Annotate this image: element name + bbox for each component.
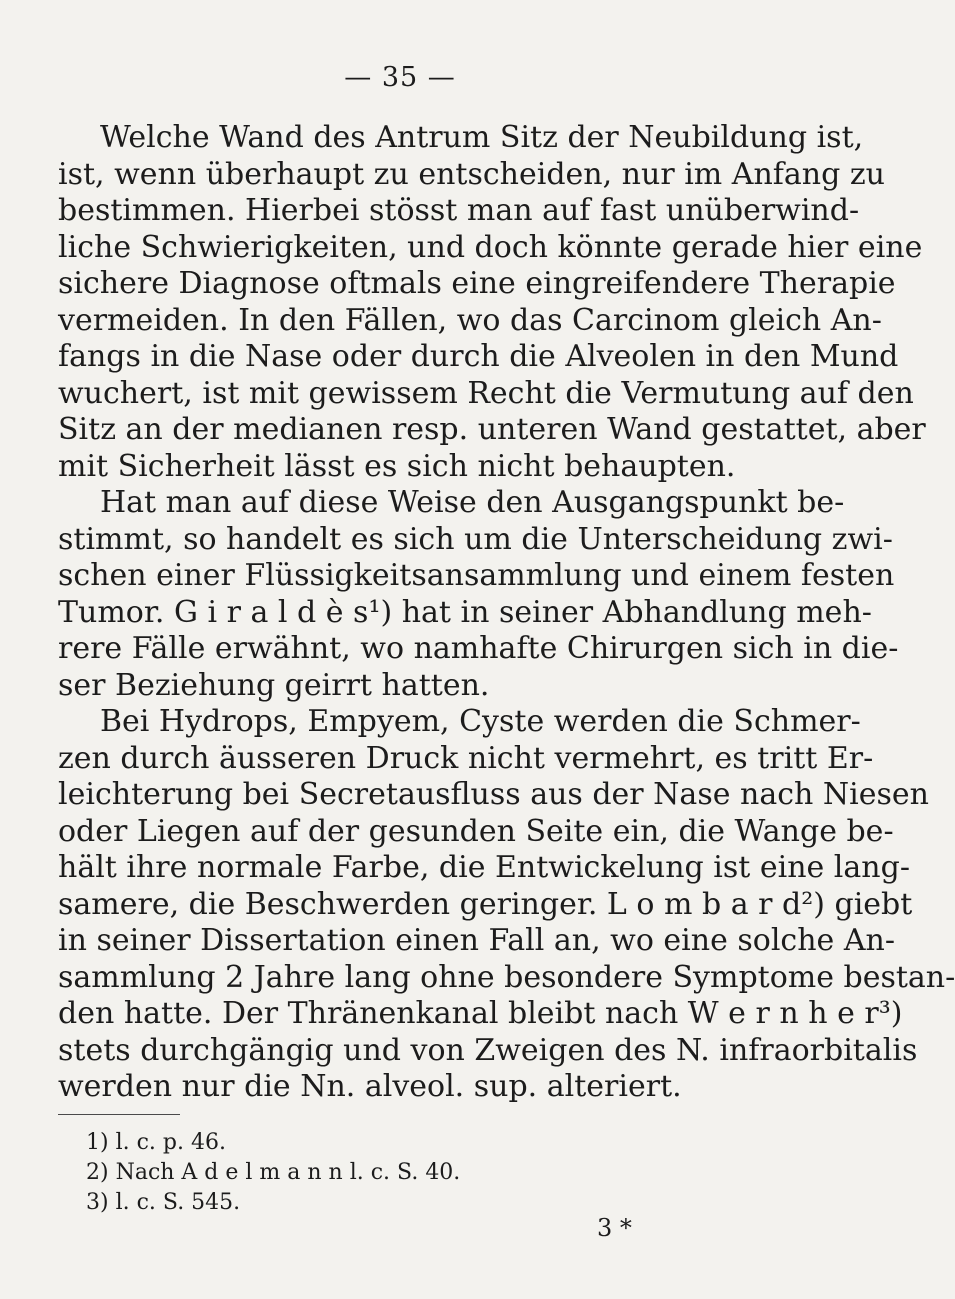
text-line: zen durch äusseren Druck nicht vermehrt, es tritt Er- <box>58 740 874 776</box>
text-line: wuchert, ist mit gewissem Recht die Vermutung auf den <box>58 375 914 411</box>
text-line: werden nur die Nn. alveol. sup. alteriert. <box>58 1069 682 1104</box>
footnote: 1) l. c. p. 46. <box>86 1130 226 1155</box>
text-line: leichterung bei Secretausfluss aus der Nase nach Niesen <box>58 777 929 812</box>
text-line: sichere Diagnose oftmals eine eingreifendere Therapie <box>58 266 896 301</box>
text-line: rere Fälle erwähnt, wo namhafte Chirurgen sich in die- <box>58 631 899 666</box>
text-line: ist, wenn überhaupt zu entscheiden, nur im Anfang zu <box>58 156 885 192</box>
text-line: schen einer Flüssigkeitsansammlung und einem festen <box>58 558 895 593</box>
footnote: 3) l. c. S. 545. <box>86 1190 241 1215</box>
text-line: mit Sicherheit lässt es sich nicht behaupten. <box>58 448 736 484</box>
text-line: bestimmen. Hierbei stösst man auf fast unüberwind- <box>58 193 860 228</box>
text-line: den hatte. Der Thränenkanal bleibt nach W e r n h e r³) <box>58 996 903 1031</box>
footnotes <box>86 1128 646 1218</box>
text-line: Hat man auf diese Weise den Ausgangspunkt be- <box>100 485 845 520</box>
text-line: stets durchgängig und von Zweigen des N. infraorbitalis <box>58 1032 918 1068</box>
text-line: fangs in die Nase oder durch die Alveolen in den Mund <box>58 339 899 374</box>
text-line: Sitz an der medianen resp. unteren Wand gestattet, aber <box>58 412 926 447</box>
text-line: liche Schwierigkeiten, und doch könnte gerade hier eine <box>58 229 923 265</box>
signature-mark: 3 * <box>597 1214 632 1242</box>
footnote-divider <box>58 1114 180 1115</box>
text-line: oder Liegen auf der gesunden Seite ein, die Wange be- <box>58 813 894 849</box>
text-line: Tumor. G i r a l d è s¹) hat in seiner Abhandlung meh- <box>58 594 872 630</box>
page-number: — 35 — <box>344 62 456 93</box>
text-line: samere, die Beschwerden geringer. L o m b a r d²) giebt <box>58 886 913 922</box>
text-line: in seiner Dissertation einen Fall an, wo eine solche An- <box>58 923 895 958</box>
footnote: 2) Nach A d e l m a n n l. c. S. 40. <box>86 1160 461 1185</box>
text-line: Welche Wand des Antrum Sitz der Neubildung ist, <box>100 120 864 155</box>
text-line: Bei Hydrops, Empyem, Cyste werden die Schmer- <box>100 704 861 739</box>
text-line: vermeiden. In den Fällen, wo das Carcinom gleich An- <box>58 302 882 338</box>
text-line: sammlung 2 Jahre lang ohne besondere Symptome bestan- <box>58 959 955 995</box>
text-line: hält ihre normale Farbe, die Entwickelung ist eine lang- <box>58 850 910 885</box>
text-line: stimmt, so handelt es sich um die Unterscheidung zwi- <box>58 521 893 557</box>
body-text <box>58 120 955 1106</box>
text-line: ser Beziehung geirrt hatten. <box>58 667 490 703</box>
